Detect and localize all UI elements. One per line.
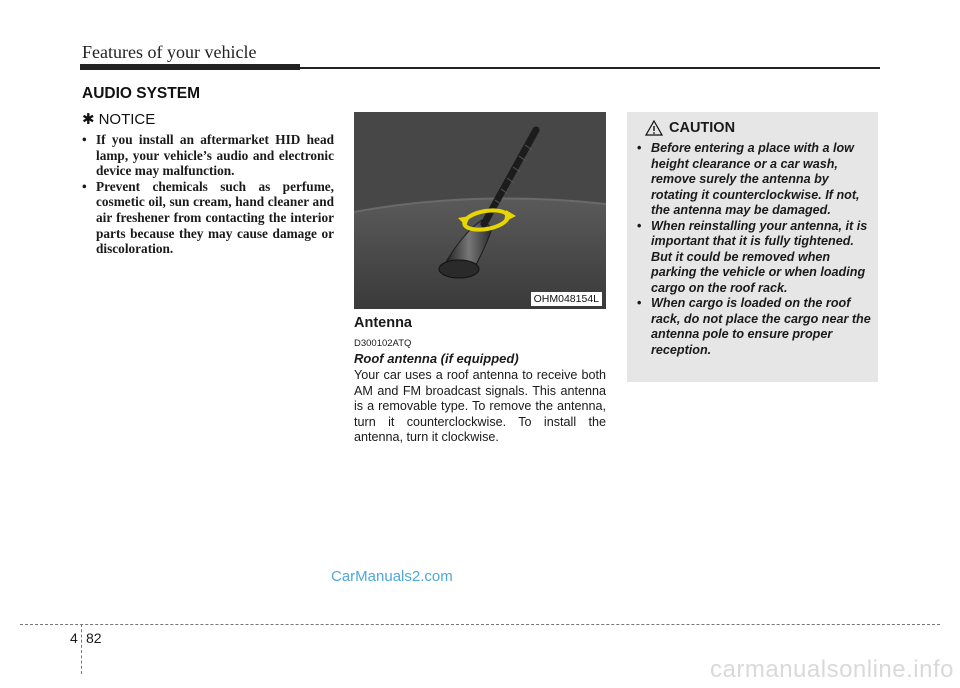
notice-box bbox=[82, 110, 334, 257]
footer-rule bbox=[20, 624, 940, 625]
section-title: AUDIO SYSTEM bbox=[82, 85, 200, 102]
caution-item: • When cargo is loaded on the roof rack, do not place the cargo near the antenna pole to ensure proper reception. bbox=[637, 296, 872, 358]
page-chapter: 4 bbox=[70, 630, 78, 646]
figure-code: OHM048154L bbox=[531, 292, 602, 306]
notice-heading-label: NOTICE bbox=[98, 110, 156, 128]
site-watermark: carmanualsonline.info bbox=[710, 656, 954, 683]
caution-box bbox=[627, 112, 878, 382]
caution-item: • Before entering a place with a low height clearance or a car wash, remove surely the antenna by rotating it counterclockwise. If not, the antenna may be damaged. bbox=[637, 141, 872, 219]
antenna-body-text: Your car uses a roof antenna to receive both AM and FM broadcast signals. This antenna is a removable type. To remove the antenna, turn it counterclockwise. To install the antenna, turn it clockwise. bbox=[354, 368, 606, 445]
antenna-subheading: Roof antenna (if equipped) bbox=[354, 351, 519, 366]
notice-list bbox=[82, 132, 334, 257]
caution-list bbox=[637, 141, 872, 358]
caution-heading bbox=[645, 120, 735, 136]
header-rule bbox=[80, 67, 880, 69]
caution-item: • When reinstalling your antenna, it is important that it is fully tightened. But it could be removed when parking the vehicle or when loading cargo on the roof rack. bbox=[637, 219, 872, 297]
antenna-heading: Antenna bbox=[354, 315, 412, 331]
roof-antenna-illustration bbox=[354, 112, 606, 309]
antenna-figure bbox=[354, 112, 606, 309]
watermark-link[interactable]: CarManuals2.com bbox=[331, 568, 453, 585]
warning-triangle-icon bbox=[645, 120, 663, 136]
antenna-code: D300102ATQ bbox=[354, 338, 412, 349]
notice-item: • Prevent chemicals such as perfume, cosmetic oil, sun cream, hand cleaner and air freshener from contacting the interior parts because they may cause damage or discoloration. bbox=[82, 179, 334, 257]
caution-heading-label: CAUTION bbox=[669, 120, 736, 136]
notice-item: • If you install an aftermarket HID head lamp, your vehicle’s audio and electronic device may malfunction. bbox=[82, 132, 334, 179]
footer-divider bbox=[81, 624, 82, 674]
page-number: 82 bbox=[86, 630, 102, 646]
notice-heading bbox=[82, 110, 334, 128]
header-title: Features of your vehicle bbox=[82, 42, 257, 62]
asterisk-icon: ✱ bbox=[82, 111, 95, 128]
